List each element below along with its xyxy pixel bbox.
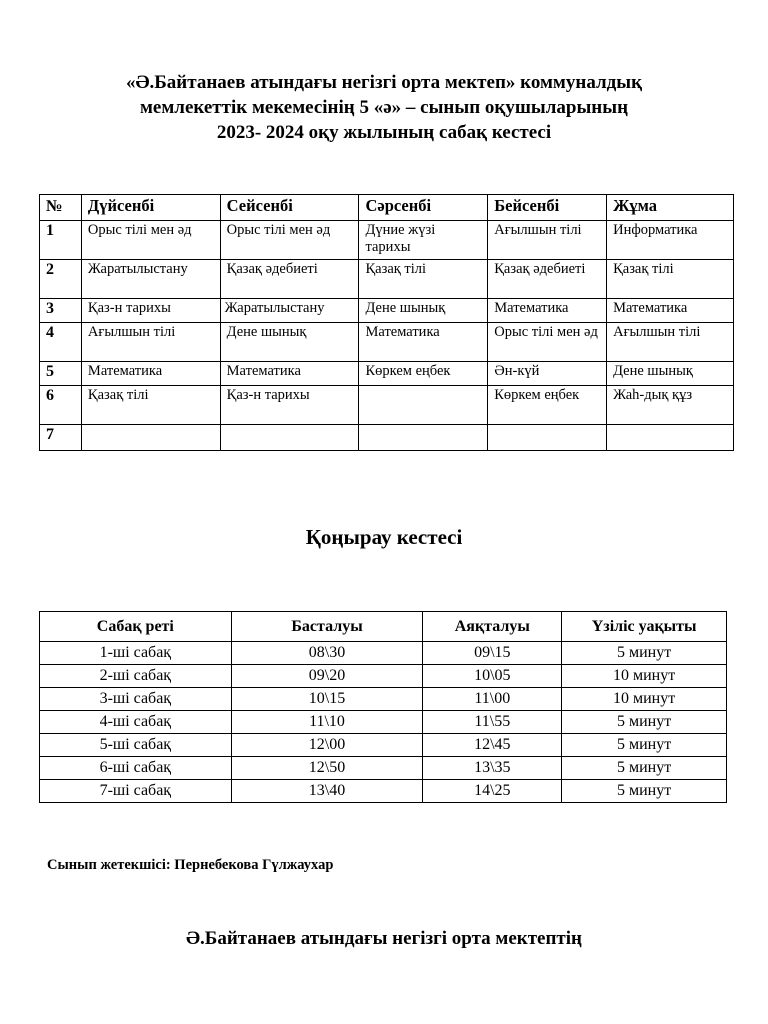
table-cell: Қазақ тілі: [607, 260, 734, 299]
header-number: №: [40, 195, 82, 221]
table-cell: 1-ші сабақ: [40, 642, 232, 665]
footer-title: Ә.Байтанаев атындағы негізгі орта мектептің: [185, 928, 582, 949]
table-cell: Орыс тілі мен әд: [488, 323, 607, 362]
table-cell: 12\45: [423, 734, 562, 757]
lesson-number: 4: [40, 323, 82, 362]
table-cell: Дене шынық: [220, 323, 359, 362]
table-cell: Жаратылыстану: [220, 299, 359, 323]
table-cell: [220, 425, 359, 451]
class-teacher: Сынып жетекшісі: Пернебекова Гүлжаухар: [47, 857, 334, 873]
table-row: [40, 323, 734, 362]
table-cell: 14\25: [423, 780, 562, 803]
table-row: [40, 221, 734, 260]
table-cell: Ағылшын тілі: [488, 221, 607, 260]
header-thursday: Бейсенбі: [488, 195, 607, 221]
table-cell: Информатика: [607, 221, 734, 260]
table-row: [40, 260, 734, 299]
document-title: [40, 70, 728, 145]
bell-header-row: [40, 612, 727, 642]
header-end: Аяқталуы: [423, 612, 562, 642]
table-row: [40, 757, 727, 780]
table-cell: 5 минут: [562, 780, 727, 803]
table-cell: Ән-күй: [488, 362, 607, 386]
table-cell: Математика: [488, 299, 607, 323]
bell-schedule-title: Қоңырау кестесі: [305, 525, 463, 549]
lesson-number: 6: [40, 386, 82, 425]
table-cell: Математика: [220, 362, 359, 386]
table-cell: 11\00: [423, 688, 562, 711]
table-cell: 5 минут: [562, 711, 727, 734]
table-cell: Математика: [81, 362, 220, 386]
table-cell: Жаһ-дық құз: [607, 386, 734, 425]
table-cell: 13\35: [423, 757, 562, 780]
table-row: [40, 642, 727, 665]
table-cell: 08\30: [231, 642, 423, 665]
header-lesson-order: Сабақ реті: [40, 612, 232, 642]
table-cell: Қаз-н тарихы: [220, 386, 359, 425]
table-row: [40, 386, 734, 425]
table-cell: 2-ші сабақ: [40, 665, 232, 688]
header-tuesday: Сейсенбі: [220, 195, 359, 221]
header-wednesday: Сәрсенбі: [359, 195, 488, 221]
table-cell: 10 минут: [562, 665, 727, 688]
table-cell: [488, 425, 607, 451]
table-cell: Орыс тілі мен әд: [220, 221, 359, 260]
lesson-number: 5: [40, 362, 82, 386]
lesson-number: 1: [40, 221, 82, 260]
table-cell: Көркем еңбек: [488, 386, 607, 425]
table-row: [40, 425, 734, 451]
table-cell: Қазақ тілі: [359, 260, 488, 299]
table-cell: 3-ші сабақ: [40, 688, 232, 711]
table-cell: [81, 425, 220, 451]
lesson-number: 7: [40, 425, 82, 451]
table-cell: 11\55: [423, 711, 562, 734]
table-cell: 7-ші сабақ: [40, 780, 232, 803]
bell-schedule-table: [39, 611, 727, 803]
table-cell: 10\15: [231, 688, 423, 711]
table-cell: Қазақ тілі: [81, 386, 220, 425]
table-cell: Дене шынық: [359, 299, 488, 323]
table-cell: Көркем еңбек: [359, 362, 488, 386]
schedule-header-row: [40, 195, 734, 221]
table-row: [40, 711, 727, 734]
table-cell: 5-ші сабақ: [40, 734, 232, 757]
table-row: [40, 780, 727, 803]
table-cell: 09\15: [423, 642, 562, 665]
table-cell: 5 минут: [562, 642, 727, 665]
table-cell: Қаз-н тарихы: [81, 299, 220, 323]
table-cell: Қазақ әдебиеті: [488, 260, 607, 299]
table-cell: [359, 425, 488, 451]
table-row: [40, 665, 727, 688]
table-cell: Жаратылыстану: [81, 260, 220, 299]
table-row: [40, 734, 727, 757]
table-cell: Математика: [359, 323, 488, 362]
table-cell: Дене шынық: [607, 362, 734, 386]
header-monday: Дүйсенбі: [81, 195, 220, 221]
table-cell: 10 минут: [562, 688, 727, 711]
table-cell: 5 минут: [562, 757, 727, 780]
table-cell: Қазақ әдебиеті: [220, 260, 359, 299]
table-cell: Дүние жүзі тарихы: [359, 221, 488, 260]
table-cell: 4-ші сабақ: [40, 711, 232, 734]
title-line-3: 2023- 2024 оқу жылының сабақ кестесі: [216, 122, 552, 143]
table-cell: 12\50: [231, 757, 423, 780]
lesson-schedule-table: [39, 194, 734, 451]
header-break: Үзіліс уақыты: [562, 612, 727, 642]
table-row: [40, 688, 727, 711]
table-cell: Ағылшын тілі: [81, 323, 220, 362]
table-cell: Орыс тілі мен әд: [81, 221, 220, 260]
table-cell: [607, 425, 734, 451]
lesson-number: 2: [40, 260, 82, 299]
table-row: [40, 362, 734, 386]
table-cell: 11\10: [231, 711, 423, 734]
table-cell: 10\05: [423, 665, 562, 688]
table-cell: 5 минут: [562, 734, 727, 757]
table-cell: Ағылшын тілі: [607, 323, 734, 362]
table-cell: 6-ші сабақ: [40, 757, 232, 780]
header-friday: Жұма: [607, 195, 734, 221]
table-row: [40, 299, 734, 323]
title-line-2: мемлекеттік мекемесінің 5 «ә» – сынып оқушыларының: [139, 97, 629, 118]
table-cell: 12\00: [231, 734, 423, 757]
header-start: Басталуы: [231, 612, 423, 642]
table-cell: [359, 386, 488, 425]
title-line-1: «Ә.Байтанаев атындағы негізгі орта мектеп» коммуналдық: [125, 72, 643, 93]
table-cell: 09\20: [231, 665, 423, 688]
table-cell: Математика: [607, 299, 734, 323]
table-cell: 13\40: [231, 780, 423, 803]
lesson-number: 3: [40, 299, 82, 323]
